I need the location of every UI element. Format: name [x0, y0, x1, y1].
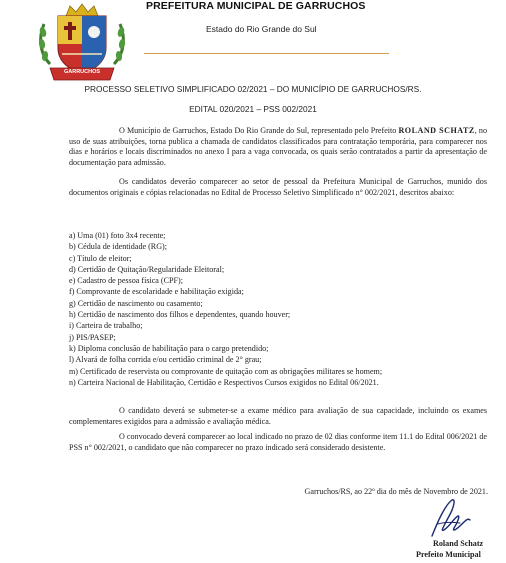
- paragraph-4: [69, 432, 487, 453]
- paragraph-2: [69, 177, 487, 198]
- header-subtitle: Estado do Rio Grande do Sul: [206, 24, 317, 34]
- list-item: h) Certidão de nascimento dos filhos e dependentes, quando houver;: [69, 310, 291, 320]
- list-item: i) Carteira de trabalho;: [69, 321, 143, 331]
- signer-role: Prefeito Municipal: [416, 550, 481, 559]
- list-item: k) Diploma conclusão de habilitação para o cargo pretendido;: [69, 343, 269, 353]
- paragraph-4-text: O convocado deverá comparecer ao local indicado no prazo de 02 dias conforme item 11.1 do Edital 006/2021 de PSS n° 002/2021, o candidato que não comparecer no prazo indicado será considerado desistente.: [69, 432, 487, 452]
- list-item: e) Cadastro de pessoa física (CPF);: [69, 276, 183, 286]
- required-documents-list: [69, 230, 487, 388]
- paragraph-1-intro: O Município de Garruchos, Estado Do Rio Grande do Sul, representado pelo Prefeito: [119, 126, 399, 135]
- list-item: l) Alvará de folha corrida e/ou certidão criminal de 2° grau;: [69, 355, 262, 365]
- list-item: g) Certidão de nascimento ou casamento;: [69, 298, 203, 308]
- paragraph-3: [69, 406, 487, 427]
- list-item: d) Certidão de Quitação/Regularidade Eleitoral;: [69, 264, 225, 274]
- handwritten-signature: [424, 496, 474, 541]
- list-item: a) Uma (01) foto 3x4 recente;: [69, 231, 166, 240]
- paragraph-3-text: O candidato deverá se submeter-se a exame médico para avaliação de sua capacidade, incluindo os exames complementares exigidos para a admissão e avaliação médica.: [69, 406, 487, 426]
- list-item: n) Carteira Nacional de Habilitação, Certidão e Respectivos Cursos exigidos no Edital 06/2021.: [69, 377, 379, 387]
- list-item: j) PIS/PASEP;: [69, 332, 116, 342]
- list-item: c) Título de eleitor;: [69, 253, 132, 263]
- paragraph-2-text: Os candidatos deverão comparecer ao setor de pessoal da Prefeitura Municipal de Garruchos, munido dos documentos originais e cópias relacionadas no Edital de Processo Seletivo Simplificado n° 002/2021, descritos abaixo:: [69, 177, 487, 197]
- mayor-name: ROLAND SCHATZ: [398, 126, 475, 135]
- header-title: PREFEITURA MUNICIPAL DE GARRUCHOS: [146, 0, 366, 12]
- list-item: b) Cédula de identidade (RG);: [69, 242, 167, 252]
- edital-title: EDITAL 020/2021 – PSS 002/2021: [189, 104, 317, 114]
- crest-banner-text: GARRUCHOS: [63, 69, 101, 75]
- header-divider: [144, 53, 389, 54]
- signer-name: Roland Schatz: [433, 539, 484, 548]
- paragraph-1-body: , no uso de suas atribuições, torna publica a chamada de candidatos classificados para contratação temporária, para comparecer nos dias e horários e locais discriminados no anexo I para a vaga convocada, os quais serão contratados a partir da apresentação de documentação para admissão.: [69, 126, 488, 167]
- paragraph-1: [69, 126, 487, 168]
- process-title: PROCESSO SELETIVO SIMPLIFICADO 02/2021 – DO MUNICÍPIO DE GARRUCHOS/RS.: [84, 84, 422, 94]
- list-item: m) Certificado de reservista ou comprovante de quitação com as obrigações militares se homem;: [69, 366, 383, 376]
- list-item: f) Comprovante de escolaridade e habilitação exigida;: [69, 287, 244, 297]
- date-line: Garruchos/RS, ao 22º dia do mês de Novembro de 2021.: [304, 487, 488, 496]
